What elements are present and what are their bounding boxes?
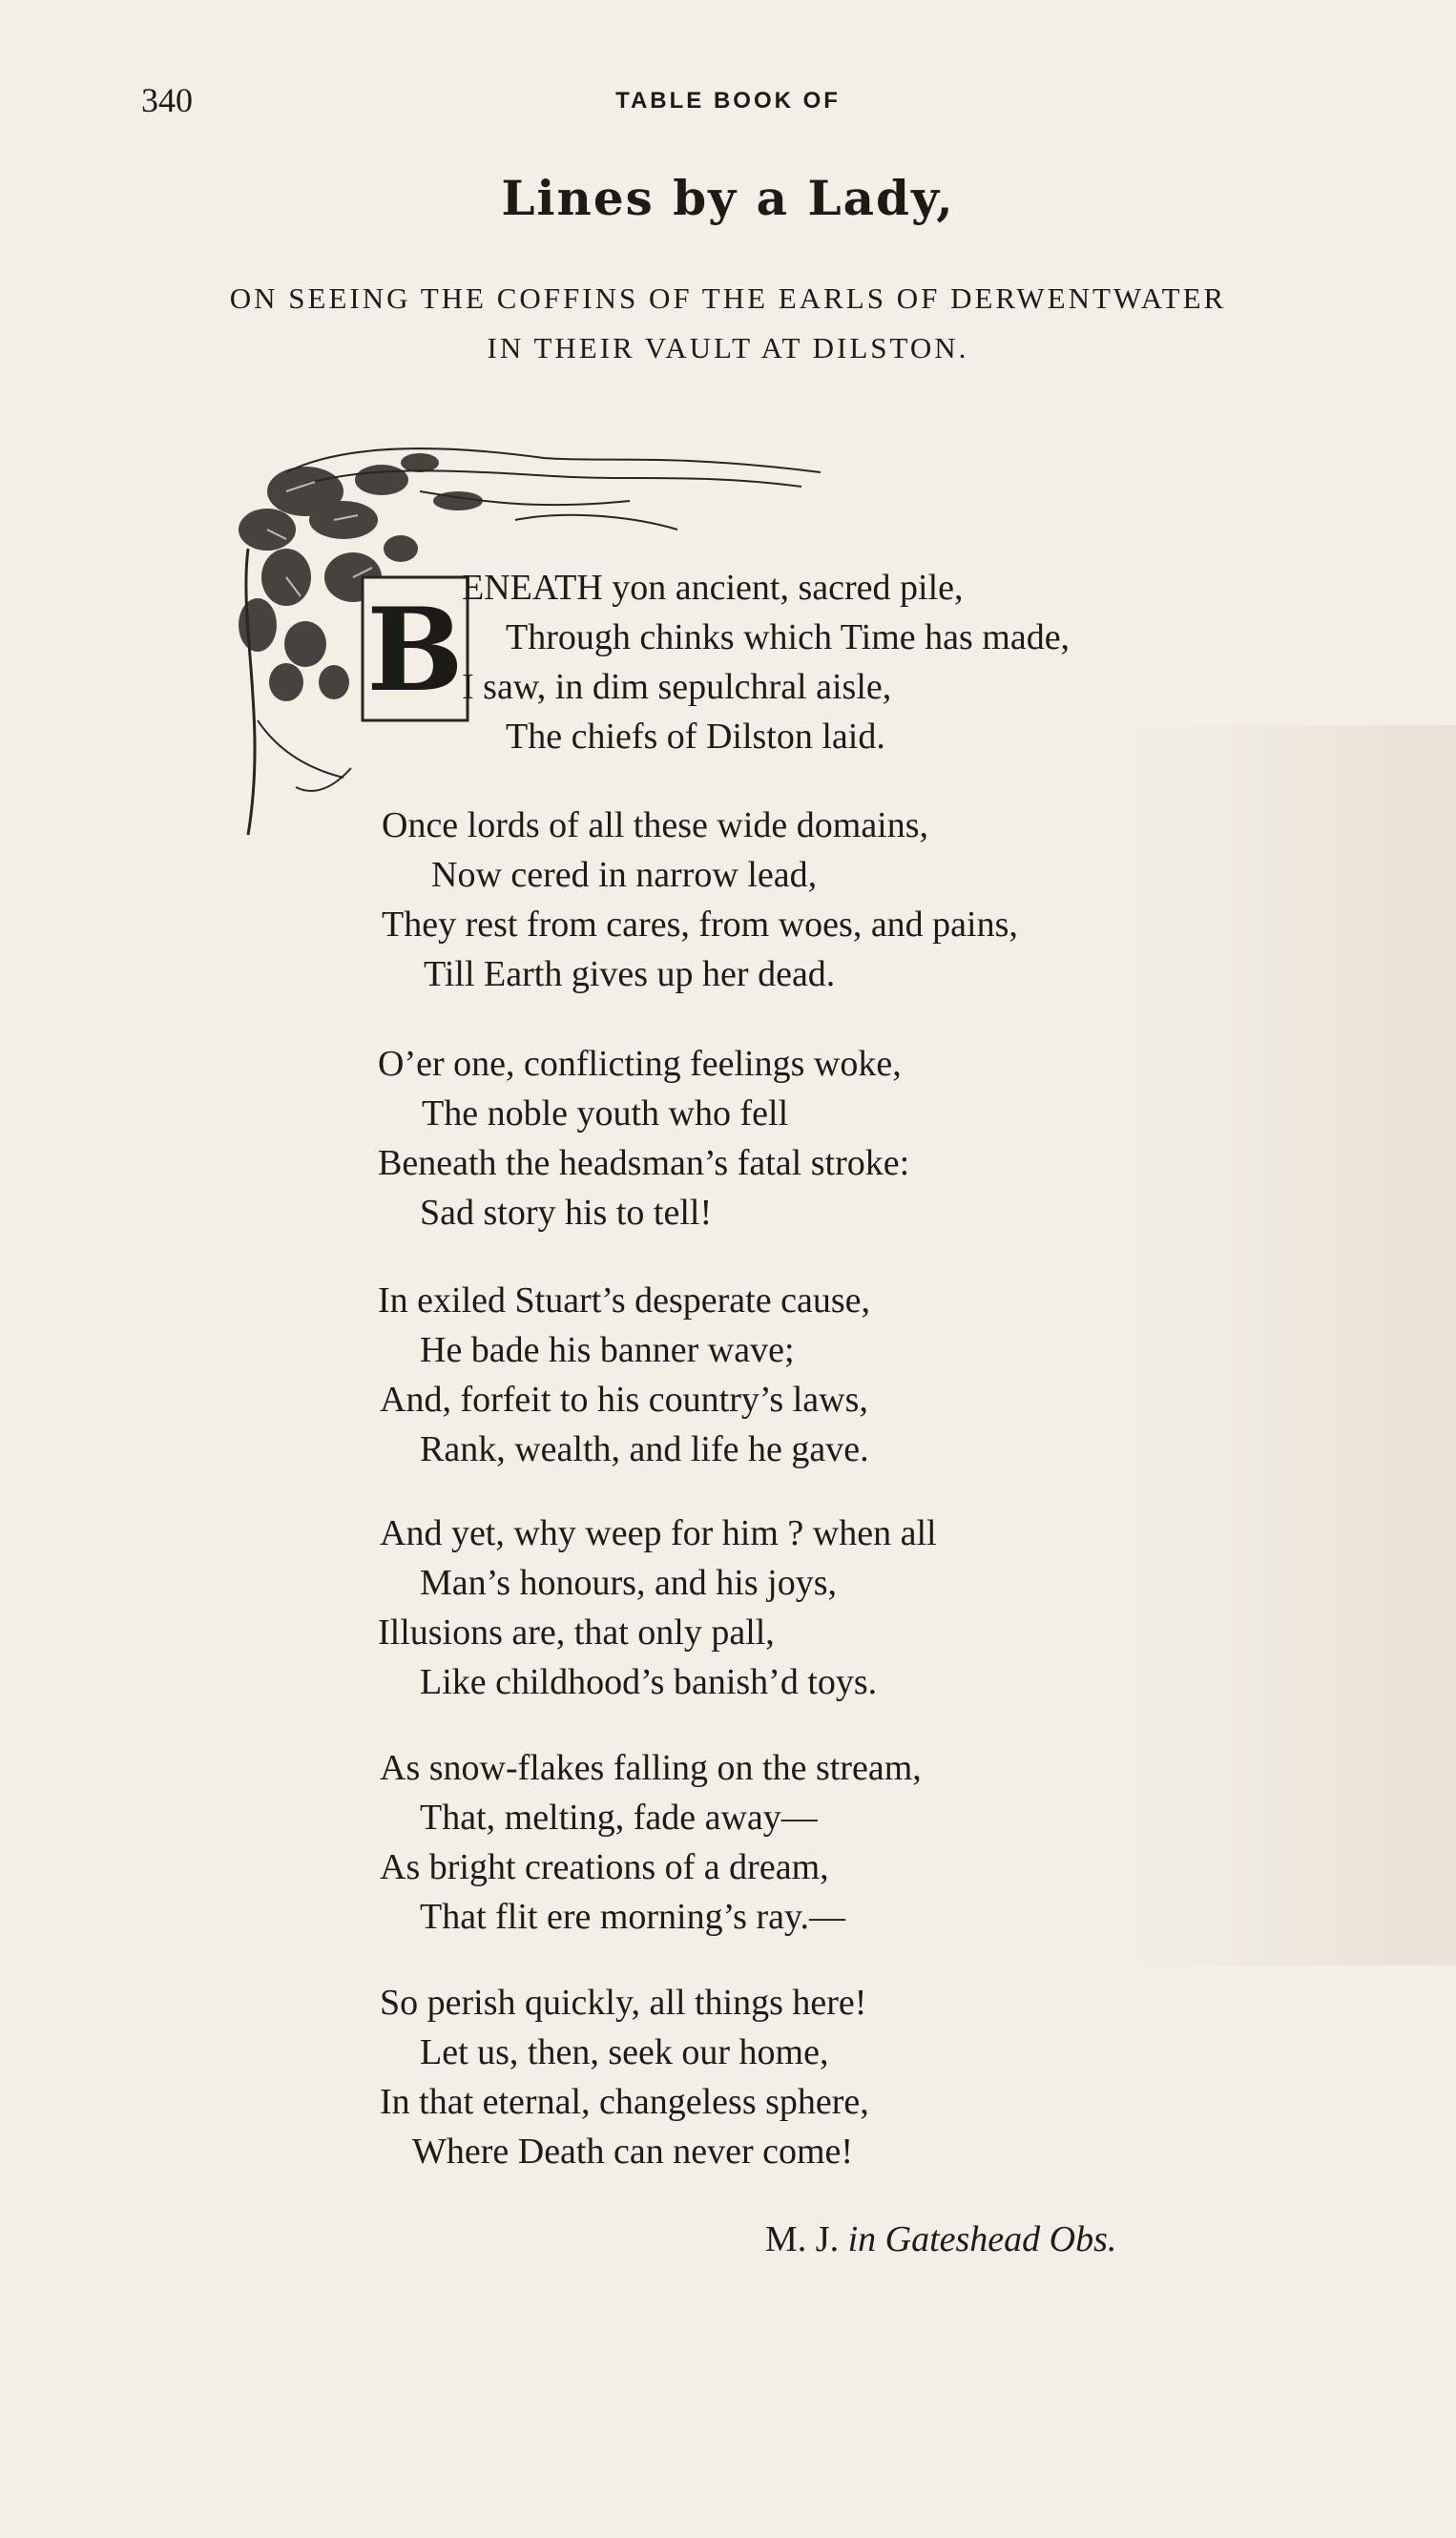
poem-line: As bright creations of a dream, [380,1847,829,1887]
poem-line: Once lords of all these wide domains, [382,805,929,845]
poem-line: Now cered in narrow lead, [431,855,818,895]
poem-line: And, forfeit to his country’s laws, [380,1380,868,1420]
poem-line: In exiled Stuart’s desperate cause, [378,1280,870,1321]
poem-line: I saw, in dim sepulchral aisle, [462,667,892,707]
poem-line: Like childhood’s banish’d toys. [420,1662,878,1702]
poem-line: In that eternal, changeless sphere, [380,2082,869,2122]
page-number: 340 [141,81,193,119]
poem-line: The chiefs of Dilston laid. [506,717,885,757]
poem-line: That, melting, fade away— [420,1798,818,1838]
show-through-shadow [1126,725,1456,1966]
poem-line: And yet, why weep for him ? when all [380,1513,937,1553]
subtitle-line-1: ON SEEING THE COFFINS OF THE EARLS OF DERWENTWATER [229,281,1227,315]
poem-line: As snow-flakes falling on the stream, [380,1748,922,1788]
poem-line: He bade his banner wave; [420,1330,795,1370]
poem-line: They rest from cares, from woes, and pains, [382,905,1018,945]
poem-line: ENEATH yon ancient, sacred pile, [462,568,964,608]
running-head: TABLE BOOK OF [615,88,841,114]
drop-cap-letter: B [366,583,464,718]
poem-title: Lines by a Lady, [501,170,955,226]
poem-line: So perish quickly, all things here! [380,1983,867,2023]
poem-line: O’er one, conflicting feelings woke, [378,1044,902,1084]
signature-author: M. J. [765,2219,840,2259]
subtitle-line-2: IN THEIR VAULT AT DILSTON. [487,331,969,364]
signature-source: in Gateshead Obs. [847,2219,1117,2259]
poem-line: Till Earth gives up her dead. [424,954,836,994]
poem-line: Man’s honours, and his joys, [420,1563,837,1603]
signature [765,2218,1116,2260]
poem-line: Through chinks which Time has made, [506,617,1071,657]
poem-line: Where Death can never come! [412,2132,854,2172]
poem-line: Sad story his to tell! [420,1193,713,1233]
poem-line: Let us, then, seek our home, [420,2032,829,2072]
poem-line: Illusions are, that only pall, [378,1612,775,1653]
poem-line: Beneath the headsman’s fatal stroke: [378,1143,910,1183]
poem-line: Rank, wealth, and life he gave. [420,1429,869,1469]
poem-line: The noble youth who fell [422,1093,789,1134]
poem-line: That flit ere morning’s ray.— [420,1897,846,1937]
